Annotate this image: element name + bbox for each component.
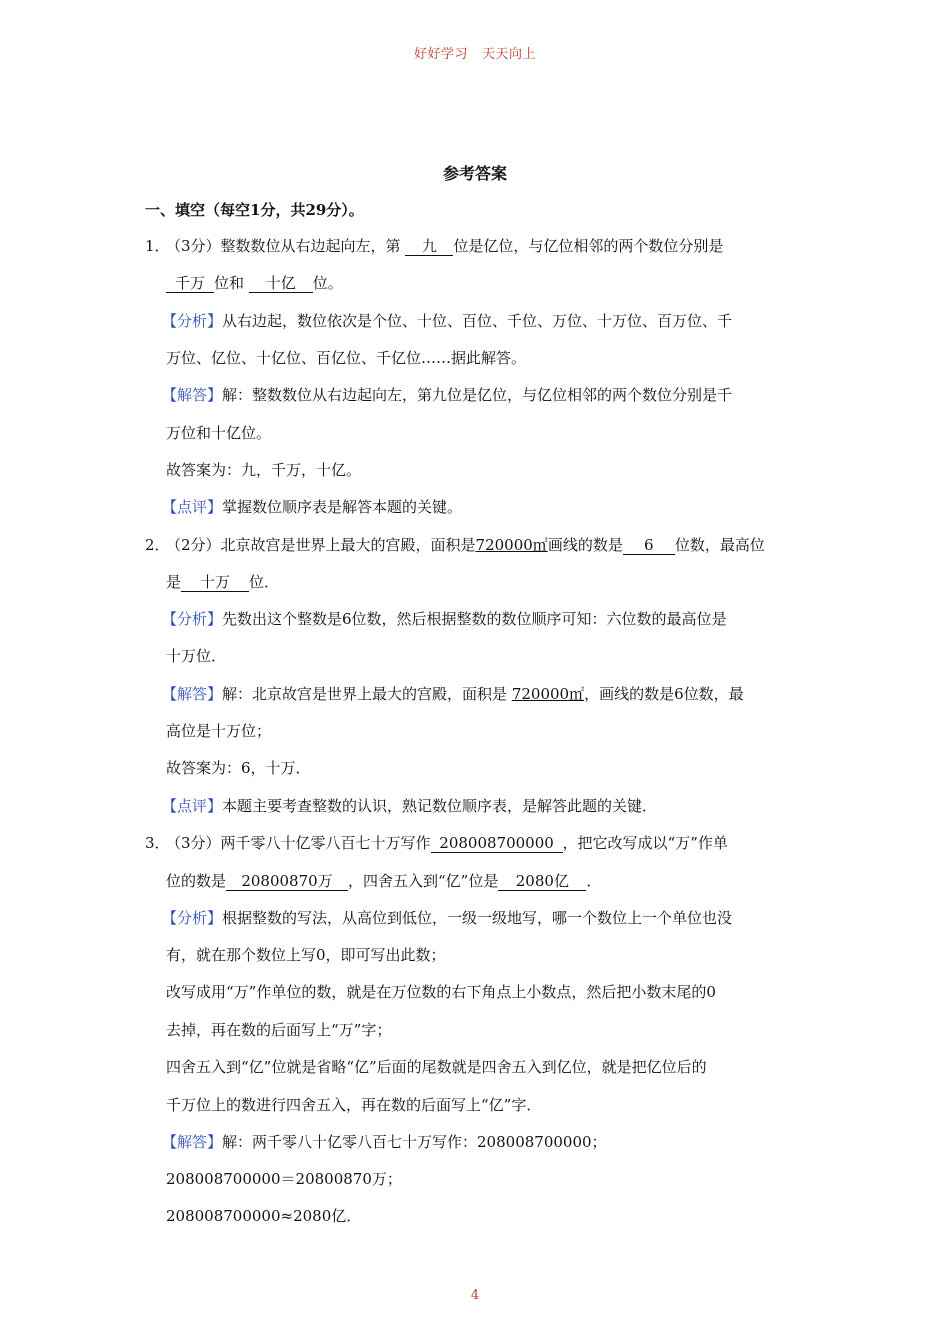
- page-number: 4: [470, 1288, 480, 1303]
- q1-analysis-1: 【分析】从右边起，数位依次是个位、十位、百位、千位、万位、十万位、百万位、千: [162, 312, 733, 330]
- q3-blank-3: 2080亿: [498, 873, 586, 891]
- q3-line-1: （3分）两千零八十亿零八百七十万写作 208008700000 ，把它改写成以“万”作单: [166, 834, 728, 852]
- q2-answer-3: 故答案为：6，十万．: [166, 759, 311, 777]
- q3-line-2: 位的数是 20800870万 ，四舍五入到“亿”位是 2080亿 ．: [166, 872, 602, 890]
- q3-analysis-5: 四舍五入到“亿”位就是省略“亿”后面的尾数就是四舍五入到亿位，就是把亿位后的: [166, 1058, 707, 1076]
- q3-number: 3．: [145, 834, 170, 852]
- q3-analysis-1: 【分析】根据整数的写法，从高位到低位，一级一级地写，哪一个数位上一个单位也没: [162, 909, 733, 927]
- q1-answer-3: 故答案为：九，千万，十亿。: [166, 461, 362, 479]
- q1-analysis-2: 万位、亿位、十亿位、百亿位、千亿位……据此解答。: [166, 349, 527, 367]
- header-left: 好好学习: [413, 47, 468, 62]
- q2-analysis-1: 【分析】先数出这个整数是6位数，然后根据整数的数位顺序可知：六位数的最高位是: [162, 610, 727, 628]
- q2-blank-1: 6: [623, 537, 675, 555]
- q2-answer-area: 720000㎡: [511, 685, 585, 703]
- q3-analysis-3: 改写成用“万”作单位的数，就是在万位数的右下角点上小数点，然后把小数末尾的0: [166, 983, 716, 1001]
- q3-analysis-6: 千万位上的数进行四舍五入，再在数的后面写上“亿”字．: [166, 1096, 542, 1114]
- q2-analysis-2: 十万位．: [166, 647, 227, 665]
- q2-answer-1: 【解答】解：北京故宫是世界上最大的宫殿，面积是 720000㎡，画线的数是6位数，最: [162, 685, 744, 703]
- q3-answer-3: 208008700000≈2080亿．: [166, 1207, 362, 1225]
- q3-analysis-4: 去掉，再在数的后面写上“万”字；: [166, 1021, 392, 1039]
- q2-line-2: 是 十万 位．: [166, 573, 280, 591]
- q2-blank-2: 十万: [181, 574, 249, 592]
- q2-area-underlined: 720000㎡: [475, 536, 548, 554]
- comment-tag: 【点评】: [162, 498, 223, 516]
- analysis-tag: 【分析】: [162, 312, 223, 330]
- q2-line-1: （2分）北京故宫是世界上最大的宫殿，面积是720000㎡画线的数是 6 位数，最高位: [166, 536, 765, 554]
- q2-answer-2: 高位是十万位；: [166, 722, 272, 740]
- q1-blank-1: 九: [405, 238, 453, 256]
- q1-blank-3: 十亿: [249, 275, 313, 293]
- q2-comment: 【点评】本题主要考查整数的认识，熟记数位顺序表，是解答此题的关键．: [162, 797, 658, 815]
- q3-answer-1: 【解答】解：两千零八十亿零八百七十万写作：208008700000；: [162, 1133, 607, 1151]
- section-heading: 一、填空（每空1分，共29分）。: [145, 201, 364, 219]
- q1-number: 1．: [145, 237, 170, 255]
- q3-blank-2: 20800870万: [226, 873, 348, 891]
- page-title: 参考答案: [442, 164, 507, 183]
- q1-comment: 【点评】掌握数位顺序表是解答本题的关键。: [162, 498, 463, 516]
- q1-answer-2: 万位和十亿位。: [166, 424, 272, 442]
- q2-number: 2．: [145, 536, 170, 554]
- answer-tag: 【解答】: [162, 386, 223, 404]
- q3-blank-1: 208008700000: [431, 835, 563, 853]
- header-right: 天天向上: [482, 47, 537, 62]
- q1-blank-2: 千万: [166, 275, 214, 293]
- q3-analysis-2: 有，就在那个数位上写0，即可写出此数；: [166, 946, 446, 964]
- q1-line-2: 千万 位和 十亿 位。: [166, 273, 806, 293]
- q1-line-1: （3分）整数数位从右边起向左，第 九 位是亿位，与亿位相邻的两个数位分别是: [166, 237, 724, 255]
- q1-answer-1: 【解答】解：整数数位从右边起向左，第九位是亿位，与亿位相邻的两个数位分别是千: [162, 386, 733, 404]
- page-header: [0, 43, 950, 62]
- q3-answer-2: 208008700000＝20800870万；: [166, 1170, 402, 1188]
